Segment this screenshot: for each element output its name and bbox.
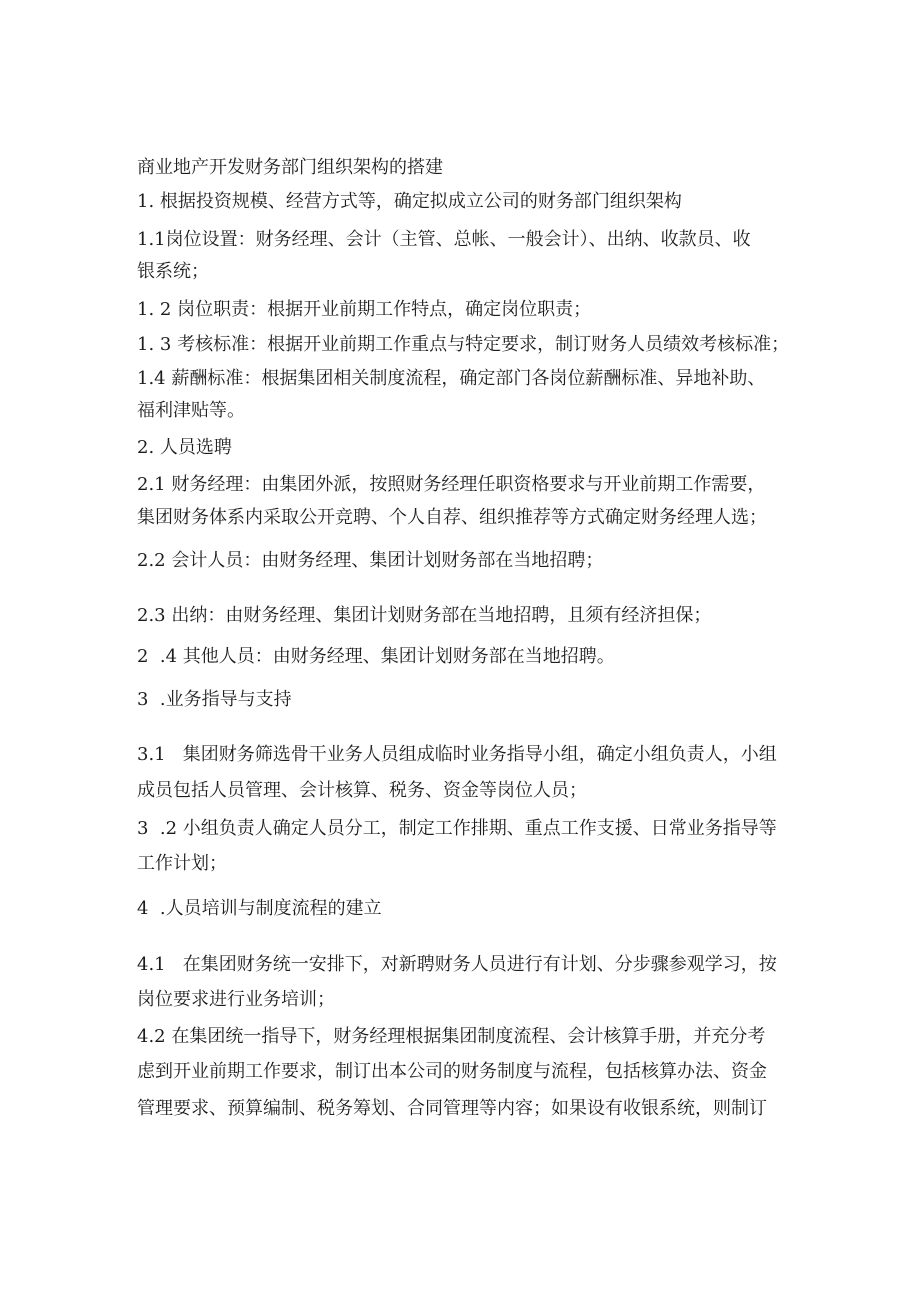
text-line: 工作计划； bbox=[137, 853, 227, 874]
document-title: 商业地产开发财务部门组织架构的搭建 bbox=[137, 157, 443, 178]
text-line: 2.3 出纳：由财务经理、集团计划财务部在当地招聘，且须有经济担保； bbox=[137, 605, 712, 626]
text-line: 1. 2 岗位职责：根据开业前期工作特点，确定岗位职责； bbox=[137, 299, 592, 320]
section-heading: 4 .人员培训与制度流程的建立 bbox=[137, 898, 382, 919]
text-line: 虑到开业前期工作要求，制订出本公司的财务制度与流程，包括核算办法、资金 bbox=[137, 1061, 767, 1082]
text-line: 3.1 集团财务筛选骨干业务人员组成临时业务指导小组，确定小组负责人，小组 bbox=[137, 744, 777, 765]
text-line: 1.1岗位设置：财务经理、会计（主管、总帐、一般会计）、出纳、收款员、收 bbox=[137, 229, 751, 250]
text-line: 管理要求、预算编制、税务筹划、合同管理等内容；如果设有收银系统，则制订 bbox=[137, 1098, 767, 1119]
text-line: 1.4 薪酬标准：根据集团相关制度流程，确定部门各岗位薪酬标准、异地补助、 bbox=[137, 368, 766, 389]
section-heading: 2. 人员选聘 bbox=[137, 437, 232, 458]
text-line: 2.2 会计人员：由财务经理、集团计划财务部在当地招聘； bbox=[137, 550, 604, 571]
text-line: 福利津贴等。 bbox=[137, 400, 245, 421]
text-line: 集团财务体系内采取公开竞聘、个人自荐、组织推荐等方式确定财务经理人选； bbox=[137, 507, 767, 528]
text-line: 1. 3 考核标准：根据开业前期工作重点与特定要求，制订财务人员绩效考核标准； bbox=[137, 334, 790, 355]
text-line: 岗位要求进行业务培训； bbox=[137, 989, 335, 1010]
text-line: 成员包括人员管理、会计核算、税务、资金等岗位人员； bbox=[137, 780, 587, 801]
section-heading: 1. 根据投资规模、经营方式等，确定拟成立公司的财务部门组织架构 bbox=[137, 191, 682, 212]
text-line: 4.1 在集团财务统一安排下，对新聘财务人员进行有计划、分步骤参观学习，按 bbox=[137, 954, 777, 975]
text-line: 2.1 财务经理：由集团外派，按照财务经理任职资格要求与开业前期工作需要， bbox=[137, 474, 766, 495]
section-heading: 3 .业务指导与支持 bbox=[137, 689, 292, 710]
text-line: 3 .2 小组负责人确定人员分工，制定工作排期、重点工作支援、日常业务指导等 bbox=[137, 818, 777, 839]
text-line: 银系统； bbox=[137, 261, 209, 282]
text-line: 2 .4 其他人员：由财务经理、集团计划财务部在当地招聘。 bbox=[137, 646, 615, 667]
text-line: 4.2 在集团统一指导下，财务经理根据集团制度流程、会计核算手册，并充分考 bbox=[137, 1026, 766, 1047]
